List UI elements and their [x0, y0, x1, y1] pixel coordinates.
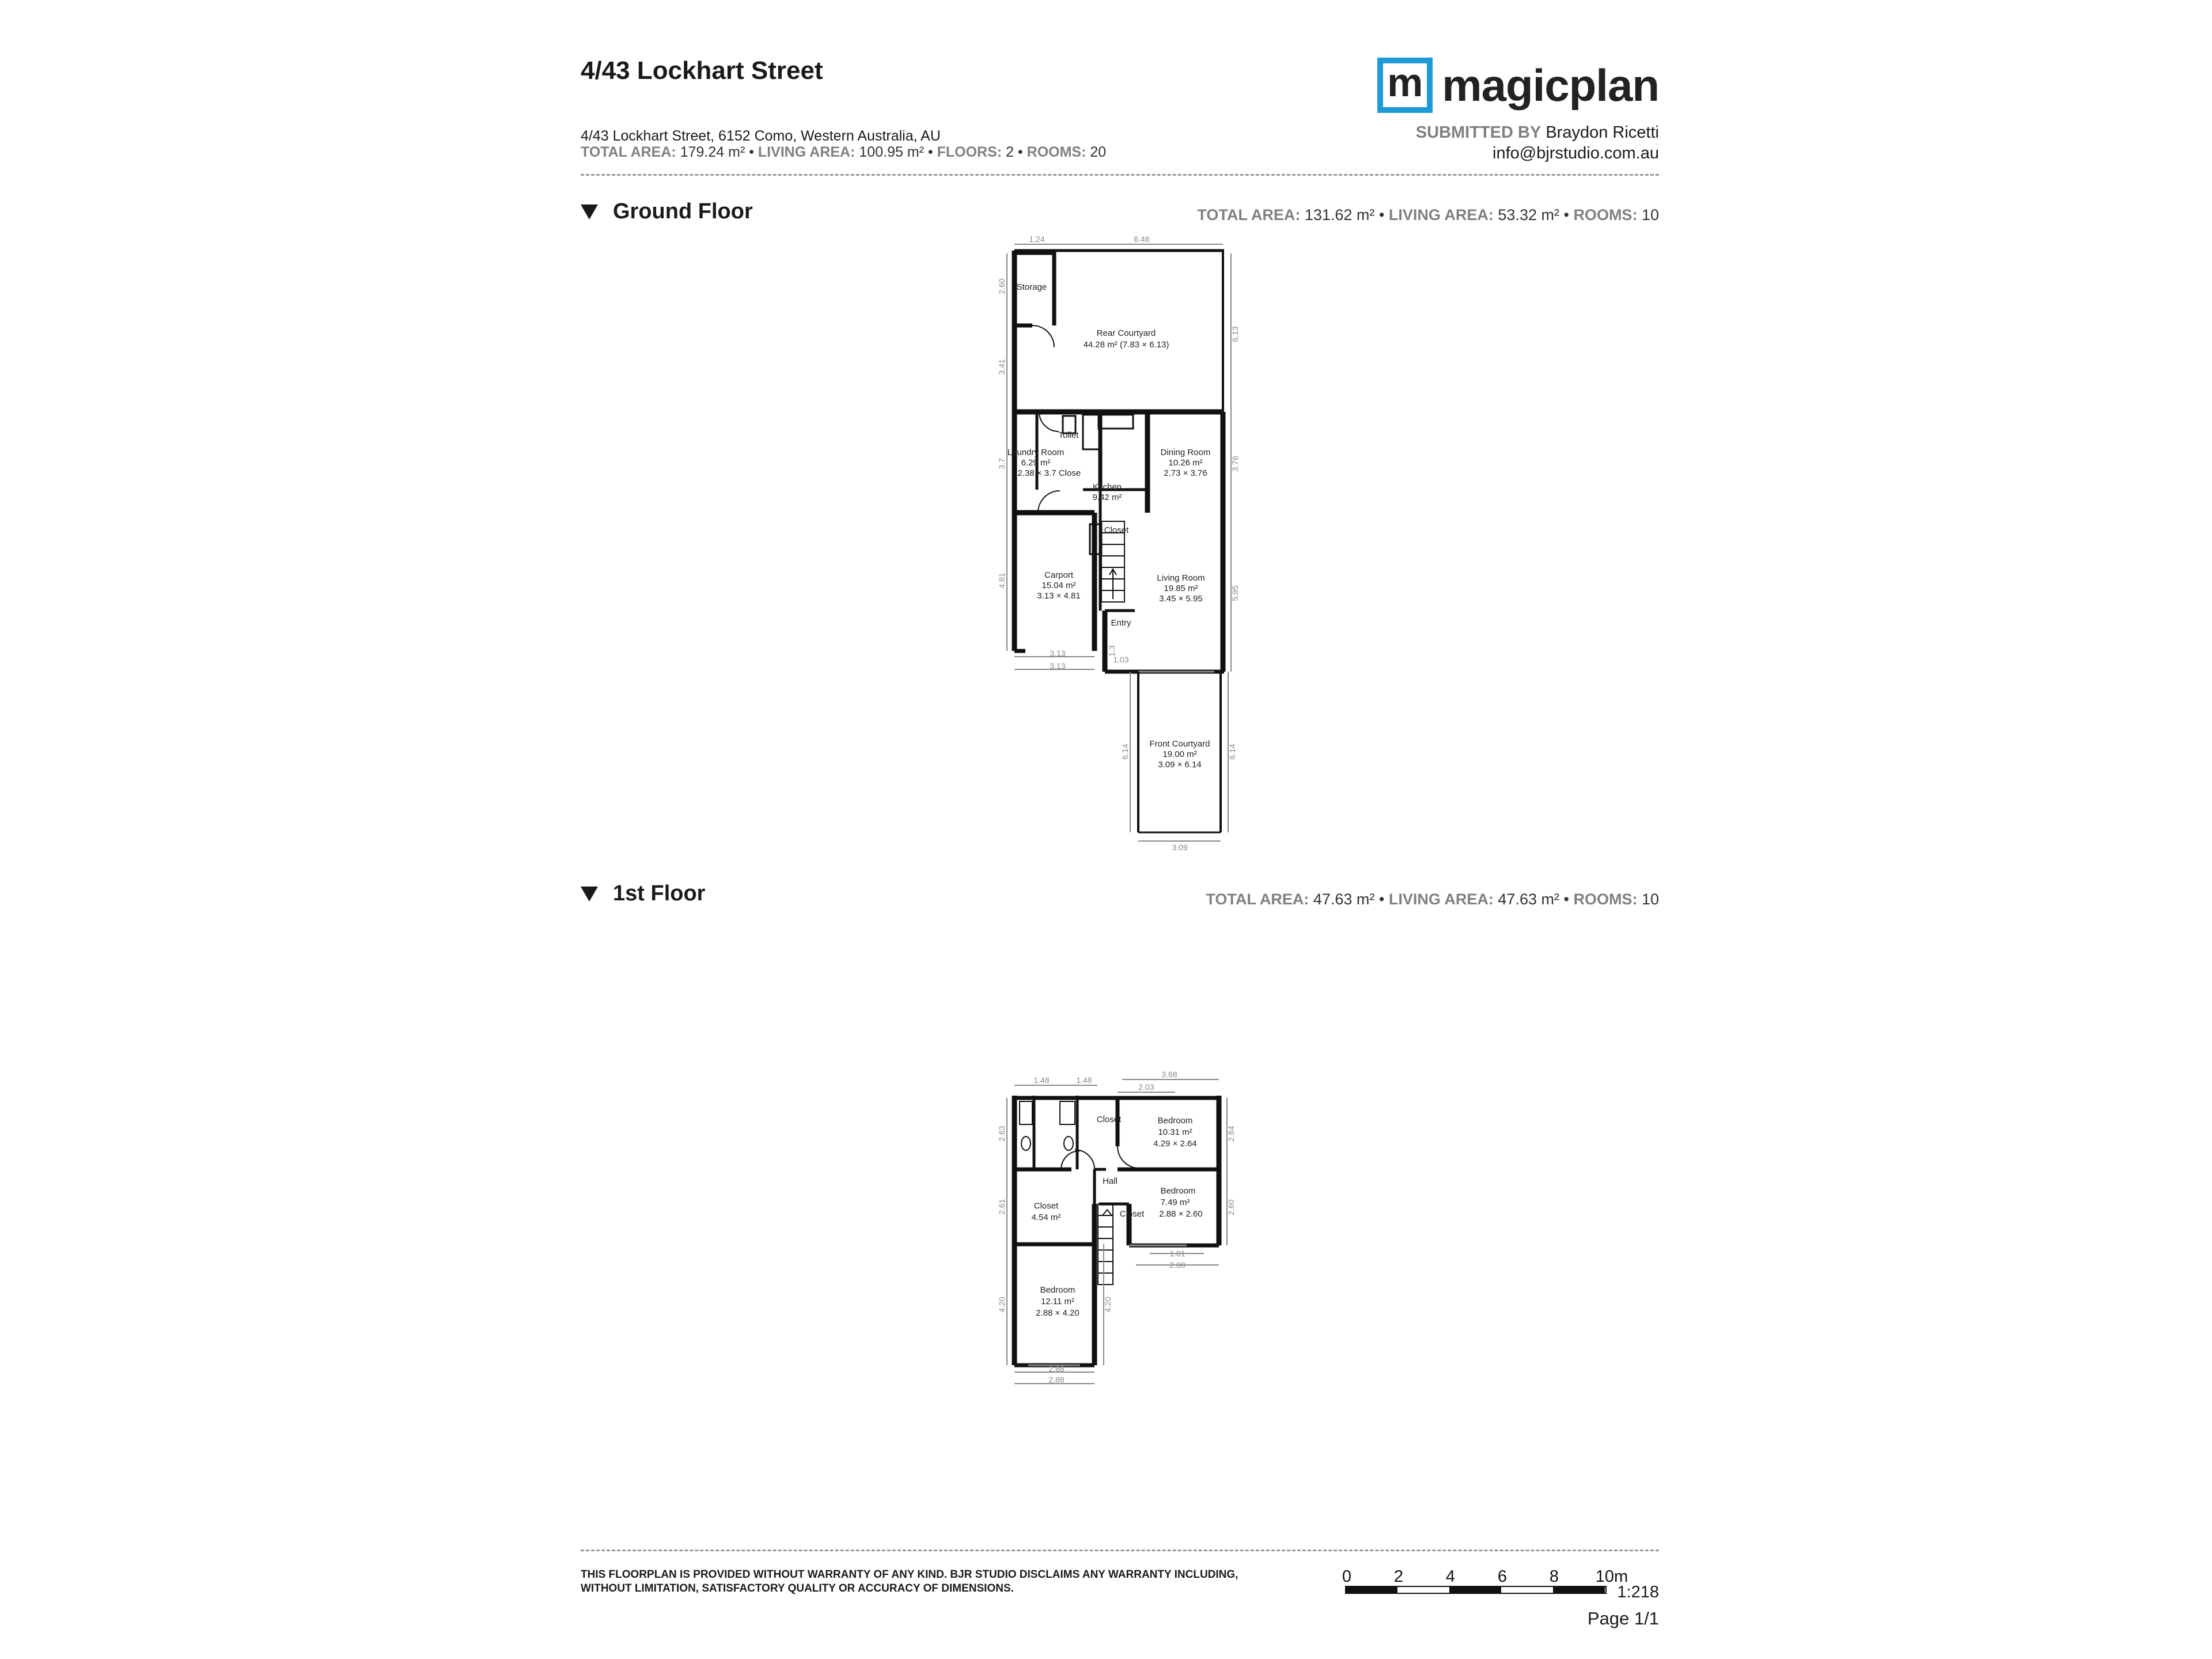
dim-label: 2.60: [1226, 1199, 1236, 1215]
dim-label: 3.76: [1230, 456, 1240, 472]
total-area-label: TOTAL AREA:: [581, 144, 676, 160]
toilet-label: Toilet: [1058, 430, 1079, 440]
bedroom-label: Bedroom: [1160, 1186, 1196, 1196]
dim-label: 3.7: [997, 458, 1006, 469]
rooms-label: ROOMS:: [1027, 144, 1086, 160]
dim-label: 3.13: [1050, 661, 1066, 671]
gf-living-area-value: 53.32 m²: [1498, 206, 1559, 224]
closet-label: Closet: [1104, 525, 1129, 535]
closet-label: Closet: [1096, 1115, 1122, 1124]
disclaimer-line: WITHOUT LIMITATION, SATISFACTORY QUALITY OR ACCURACY OF DIMENSIONS.: [581, 1582, 1014, 1594]
project-stats: TOTAL AREA: 179.24 m² • LIVING AREA: 100.95 m² • FLOORS: 2 • ROOMS: 20: [581, 144, 1107, 160]
floors-value: 2: [1006, 144, 1014, 160]
living-room-dims: 3.45 × 5.95: [1159, 594, 1203, 604]
footer-divider: [581, 1550, 1659, 1551]
dim-label: 3.09: [1172, 843, 1188, 852]
bedroom-area: 12.11 m²: [1040, 1297, 1075, 1306]
closet-label: Closet: [1119, 1209, 1145, 1219]
gf-room-labels: [1007, 282, 1211, 770]
dim-label: 2.63: [997, 1126, 1006, 1142]
living-area-value: 100.95 m²: [859, 144, 924, 160]
dim-label: 2.88: [1048, 1364, 1065, 1373]
contact-email: info@bjrstudio.com.au: [1493, 144, 1659, 162]
bedroom-dims: 2.88 × 2.60: [1159, 1209, 1203, 1219]
dim-label: 1.48: [1076, 1075, 1092, 1085]
closet-label: Closet: [1033, 1201, 1059, 1211]
disclaimer: [581, 1568, 1330, 1596]
first-floor-title: 1st Floor: [613, 881, 706, 906]
storage-label: Storage: [1016, 282, 1047, 292]
logo-mark: m: [1377, 58, 1433, 113]
dim-label: 6.14: [1120, 744, 1130, 760]
living-room-area: 19.85 m²: [1164, 584, 1198, 593]
property-address: 4/43 Lockhart Street, 6152 Como, Western Australia, AU: [581, 128, 941, 144]
gf-living-area-label: LIVING AREA:: [1388, 206, 1494, 224]
dim-label: 1.48: [1033, 1075, 1050, 1085]
ff-living-area-value: 47.63 m²: [1498, 891, 1559, 908]
first-floor-stats: TOTAL AREA: 47.63 m² • LIVING AREA: 47.63 m² • ROOMS: 10: [1206, 891, 1659, 908]
carport-dims: 3.13 × 4.81: [1037, 591, 1081, 601]
scale-tick-label: 4: [1445, 1567, 1456, 1586]
bedroom-area: 7.49 m²: [1160, 1198, 1190, 1207]
ground-floor-title: Ground Floor: [613, 199, 753, 224]
floors-label: FLOORS:: [937, 144, 1002, 160]
dim-label: 2.64: [1226, 1126, 1236, 1142]
ff-total-area-label: TOTAL AREA:: [1206, 891, 1309, 908]
dim-label: 3.13: [1050, 649, 1066, 658]
ff-rooms-label: ROOMS:: [1573, 891, 1638, 908]
dim-label: 2.88: [1048, 1375, 1065, 1384]
bedroom-dims: 4.29 × 2.64: [1153, 1139, 1197, 1149]
gf-rooms-value: 10: [1641, 206, 1659, 224]
scale-ratio: 1:218: [1617, 1583, 1659, 1601]
dim-label: 4.81: [997, 573, 1006, 589]
dim-label: 2.60: [997, 278, 1006, 294]
dim-label: 6.14: [1228, 744, 1237, 760]
dim-label: 2.03: [1138, 1082, 1154, 1092]
close-label: Close: [1058, 468, 1081, 478]
gf-total-area-value: 131.62 m²: [1304, 206, 1375, 224]
front-courtyard-dims: 3.09 × 6.14: [1158, 760, 1202, 770]
storage-walls: [1014, 251, 1054, 347]
dim-label: 1.81: [1169, 1249, 1185, 1258]
laundry-room-dims: 2.38 × 3.7: [1017, 468, 1056, 478]
ff-stairs: [1098, 1204, 1113, 1285]
closet-area: 4.54 m²: [1031, 1213, 1061, 1222]
ff-living-area-label: LIVING AREA:: [1388, 891, 1494, 908]
total-area-value: 179.24 m²: [680, 144, 745, 160]
front-courtyard-label: Front Courtyard: [1149, 739, 1210, 749]
page-number: Page 1/1: [1587, 1608, 1659, 1628]
logo-text: magicplan: [1442, 59, 1659, 111]
dim-label: 6.13: [1230, 326, 1240, 342]
bedroom-label: Bedroom: [1040, 1285, 1075, 1295]
page-title: 4/43 Lockhart Street: [581, 56, 823, 85]
dining-room-dims: 2.73 × 3.76: [1164, 468, 1207, 478]
carport-area: 15.04 m²: [1041, 581, 1076, 590]
dim-label: 3.68: [1161, 1070, 1177, 1079]
ff-fixtures: [1020, 1101, 1139, 1169]
bedroom-area: 10.31 m²: [1158, 1127, 1192, 1137]
bedroom-label: Bedroom: [1157, 1116, 1193, 1126]
carport-label: Carport: [1044, 570, 1074, 580]
kitchen-area: 9.42 m²: [1092, 493, 1122, 502]
gf-dimension-labels: [997, 234, 1240, 852]
dining-room-area: 10.26 m²: [1168, 458, 1203, 468]
scale-tick-label: 10m: [1595, 1567, 1628, 1586]
dim-label: 3.41: [997, 359, 1006, 375]
dim-label: 1.24: [1029, 234, 1045, 244]
disclaimer-line: THIS FLOORPLAN IS PROVIDED WITHOUT WARRANTY OF ANY KIND. BJR STUDIO DISCLAIMS ANY WARRANTY INCLUDING,: [581, 1569, 1238, 1581]
dining-room-label: Dining Room: [1160, 448, 1211, 457]
rooms-value: 20: [1090, 144, 1107, 160]
submitted-name: Braydon Ricetti: [1546, 123, 1659, 142]
dim-label: 1.03: [1113, 655, 1129, 664]
submitted-label: SUBMITTED BY: [1415, 123, 1541, 142]
living-room-label: Living Room: [1157, 573, 1205, 583]
dim-label: 1.3: [1107, 645, 1116, 657]
laundry-room-area: 6.29 m²: [1021, 458, 1051, 468]
entry-label: Entry: [1111, 618, 1131, 628]
dim-label: 5.95: [1230, 585, 1240, 601]
dim-label: 6.46: [1134, 234, 1150, 244]
laundry-room-label: Laundry Room: [1007, 448, 1065, 457]
scale-tick-label: 0: [1342, 1567, 1352, 1586]
dim-label: 4.20: [1103, 1297, 1112, 1313]
living-area-label: LIVING AREA:: [757, 144, 855, 160]
dim-label: 4.20: [997, 1297, 1006, 1313]
gf-rooms-label: ROOMS:: [1573, 206, 1638, 224]
ff-rooms-value: 10: [1641, 891, 1659, 908]
ground-floor-stats: TOTAL AREA: 131.62 m² • LIVING AREA: 53.32 m² • ROOMS: 10: [1197, 206, 1659, 224]
gf-total-area-label: TOTAL AREA:: [1197, 206, 1301, 224]
dim-label: 2.61: [997, 1199, 1006, 1215]
kitchen-label: Kitchen: [1092, 482, 1122, 492]
front-courtyard-area: 19.00 m²: [1162, 749, 1197, 759]
first-floor-plan: [1007, 1080, 1227, 1384]
rear-courtyard-area: 44.28 m² (7.83 × 6.13): [1083, 340, 1169, 350]
dim-label: 2.88: [1169, 1260, 1185, 1270]
scale-tick-label: 2: [1393, 1567, 1404, 1586]
bedroom-dims: 2.88 × 4.20: [1036, 1308, 1080, 1318]
ff-total-area-value: 47.63 m²: [1313, 891, 1375, 908]
rear-courtyard-label: Rear Courtyard: [1096, 328, 1156, 338]
hall-label: Hall: [1103, 1176, 1118, 1186]
scale-tick-label: 8: [1549, 1567, 1559, 1586]
scale-tick-label: 6: [1497, 1567, 1508, 1586]
